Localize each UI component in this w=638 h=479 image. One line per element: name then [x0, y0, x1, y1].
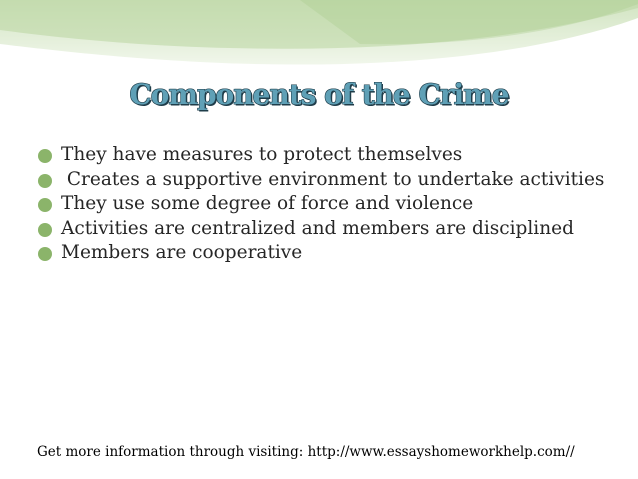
footer-note: Get more information through visiting: http://www.essayshomeworkhelp.com//: [37, 444, 575, 460]
list-item: [36, 143, 616, 168]
list-item-text: They have measures to protect themselves: [61, 144, 463, 165]
bullet-dot-icon: [38, 149, 52, 163]
bullet-dot-icon: [38, 247, 52, 261]
header-band: [0, 0, 638, 78]
list-item: [36, 217, 616, 242]
list-item-text: They use some degree of force and violence: [61, 193, 474, 214]
list-item: [36, 192, 616, 217]
list-item: [36, 168, 616, 193]
list-item-text: Members are cooperative: [61, 242, 303, 263]
slide-title: Components of the Crime: [129, 78, 509, 111]
bullet-dot-icon: [38, 198, 52, 212]
bullet-list: [36, 143, 616, 266]
list-item-text: Creates a supportive environment to undertake activities: [61, 168, 605, 190]
list-item: [36, 241, 616, 266]
list-item-text: Activities are centralized and members are disciplined: [61, 217, 574, 239]
bullet-dot-icon: [38, 174, 52, 188]
bullet-dot-icon: [38, 223, 52, 237]
